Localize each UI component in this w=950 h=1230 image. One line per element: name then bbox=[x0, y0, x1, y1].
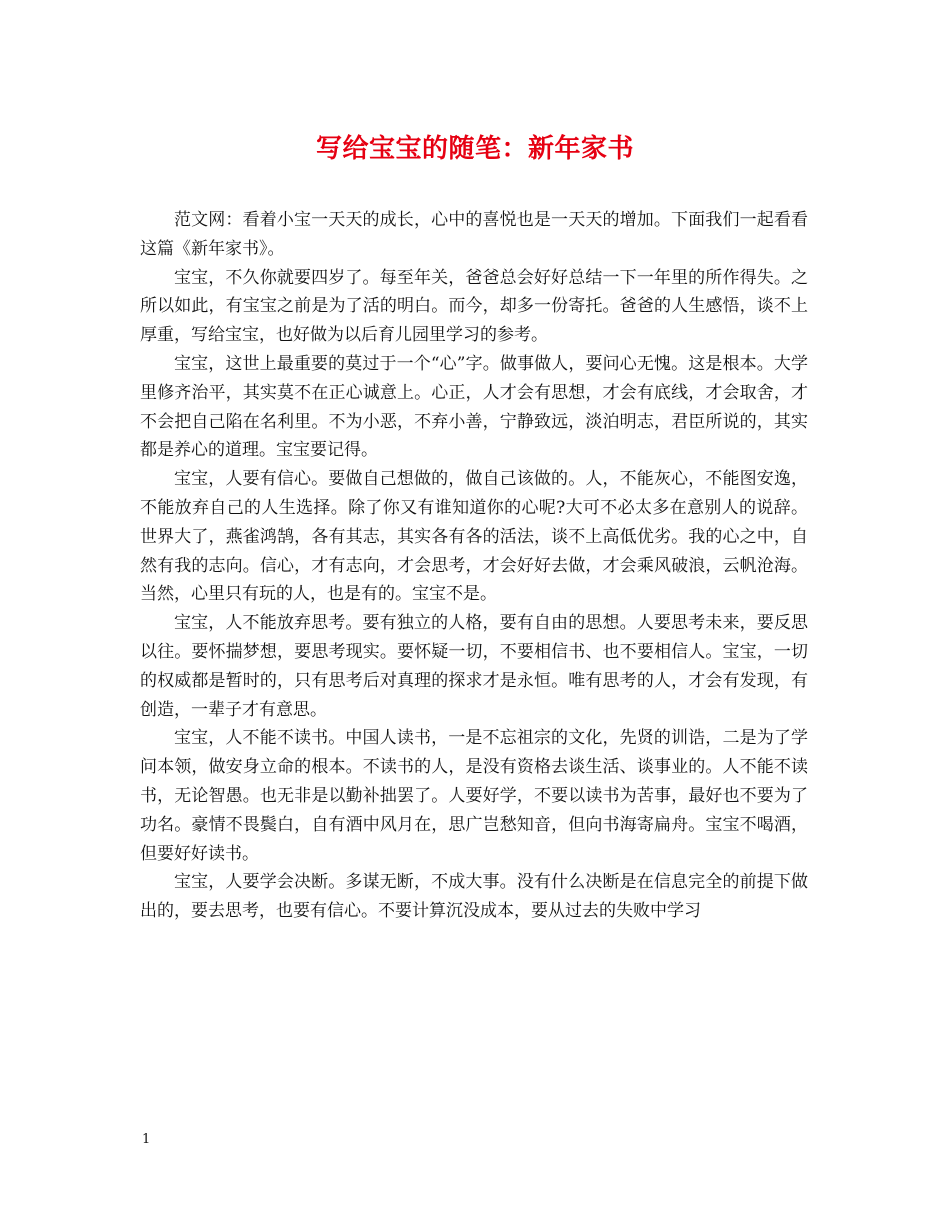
document-title: 写给宝宝的随笔：新年家书 bbox=[315, 134, 634, 164]
paragraph: 宝宝，人不能不读书。中国人读书，一是不忘祖宗的文化，先贤的训诰，二是为了学问本领，做安身立命的根本。不读书的人，是没有资格去谈生活、谈事业的。人不能不读书，无论智愚。也无非是以勤补拙罢了。人要好学，不要以读书为苦事，最好也不要为了功名。豪情不畏鬓白，自有酒中风月在，思广岂愁知音，但向书海寄扁舟。宝宝不喝酒，但要好好读书。 bbox=[140, 728, 808, 864]
page-number: 1 bbox=[142, 1132, 151, 1147]
paragraph: 宝宝，人要学会决断。多谋无断，不成大事。没有什么决断是在信息完全的前提下做出的，要去思考，也要有信心。不要计算沉没成本，要从过去的失败中学习 bbox=[140, 872, 808, 922]
paragraph: 范文网：看着小宝一天天的成长，心中的喜悦也是一天天的增加。下面我们一起看看这篇《新年家书》。 bbox=[140, 210, 808, 259]
paragraph: 宝宝，人不能放弃思考。要有独立的人格，要有自由的思想。人要思考未来，要反思以往。要怀揣梦想，要思考现实。要怀疑一切，不要相信书、也不要相信人。宝宝，一切的权威都是暂时的，只有思考后对真理的探求才是永恒。唯有思考的人，才会有发现，有创造，一辈子才有意思。 bbox=[140, 613, 808, 720]
paragraph: 宝宝，人要有信心。要做自己想做的，做自己该做的。人，不能灰心，不能图安逸，不能放弃自己的人生选择。除了你又有谁知道你的心呢?大可不必太多在意别人的说辞。世界大了，燕雀鸿鹄，各有其志，其实各有各的活法，谈不上高低优劣。我的心之中，自然有我的志向。信心，才有志向，才会思考，才会好好去做，才会乘风破浪，云帆沧海。当然，心里只有玩的人，也是有的。宝宝不是。 bbox=[140, 469, 808, 605]
paragraph: 宝宝，这世上最重要的莫过于一个“心”字。做事做人，要问心无愧。这是根本。大学里修齐治平，其实莫不在正心诚意上。心正，人才会有思想，才会有底线，才会取舍，才不会把自己陷在名利里。不为小恶，不弃小善，宁静致远，淡泊明志，君臣所说的，其实都是养心的道理。宝宝要记得。 bbox=[140, 353, 808, 461]
document-body bbox=[140, 206, 808, 926]
paragraph: 宝宝，不久你就要四岁了。每至年关，爸爸总会好好总结一下一年里的所作得失。之所以如此，有宝宝之前是为了活的明白。而今，却多一份寄托。爸爸的人生感悟，谈不上厚重，写给宝宝，也好做为以后育儿园里学习的参考。 bbox=[140, 267, 808, 346]
